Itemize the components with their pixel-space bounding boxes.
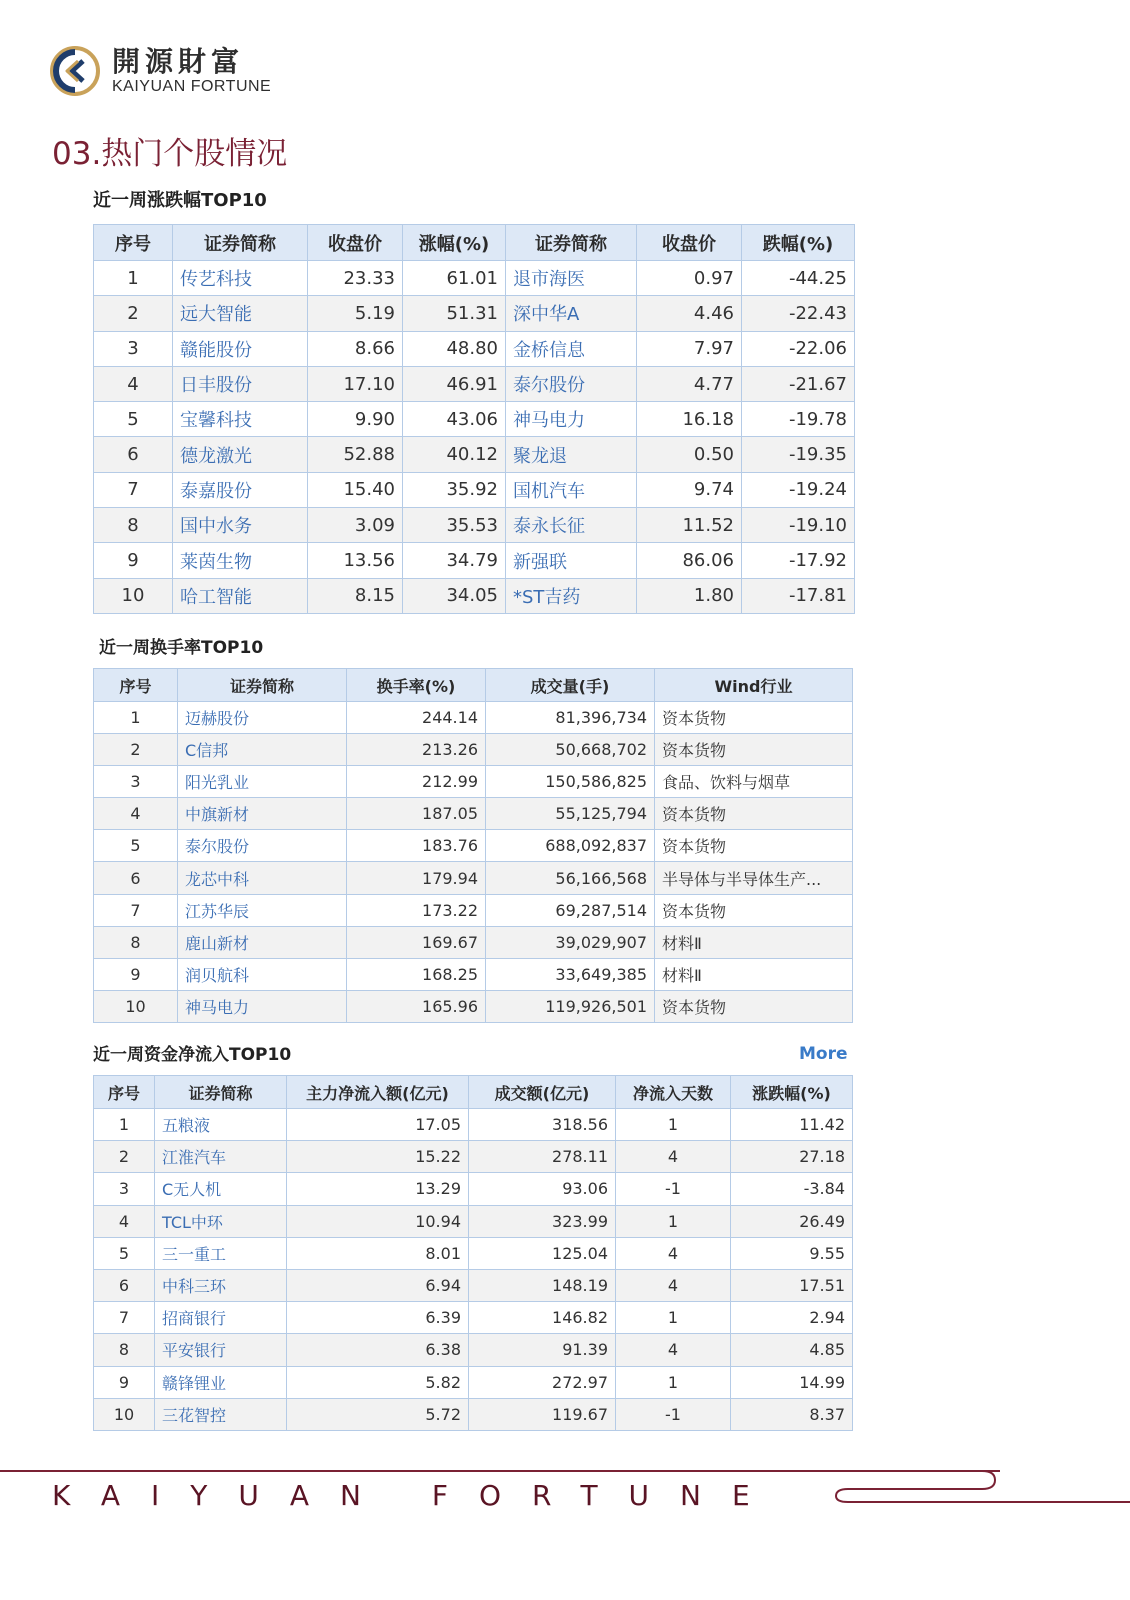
table-cell: 10 [94, 990, 178, 1022]
table-cell: 150,586,825 [486, 766, 655, 798]
table-cell: 1 [94, 261, 173, 296]
table-cell: 48.80 [403, 331, 506, 366]
table-row [94, 261, 855, 296]
table-cell: 半导体与半导体生产... [655, 862, 853, 894]
table-row [94, 1269, 853, 1301]
column-header: 序号 [94, 225, 173, 261]
table-cell: 318.56 [469, 1109, 616, 1141]
table-cell: 1 [94, 1109, 155, 1141]
table-cell: 50,668,702 [486, 734, 655, 766]
footer-brand-text: KAIYUAN FORTUNE [52, 1479, 781, 1512]
table-cell: -17.81 [742, 578, 855, 613]
table-cell: 4.85 [731, 1334, 853, 1366]
brand-name-en: KAIYUAN FORTUNE [112, 78, 272, 95]
table-row [94, 296, 855, 331]
stock-name-link[interactable]: C信邦 [178, 734, 347, 766]
stock-name-link[interactable]: 平安银行 [155, 1334, 287, 1366]
table-cell: 17.51 [731, 1269, 853, 1301]
table-row [94, 366, 855, 401]
stock-name-link[interactable]: 五粮液 [155, 1109, 287, 1141]
table-cell: 9 [94, 1366, 155, 1398]
stock-name-link[interactable]: 深中华A [506, 296, 637, 331]
stock-name-link[interactable]: 赣能股份 [173, 331, 308, 366]
table-cell: 7 [94, 1302, 155, 1334]
table-cell: 146.82 [469, 1302, 616, 1334]
net-inflow-table [93, 1075, 853, 1431]
table-cell: 81,396,734 [486, 702, 655, 734]
table-cell: 8 [94, 1334, 155, 1366]
stock-name-link[interactable]: 江苏华辰 [178, 894, 347, 926]
table-row [94, 472, 855, 507]
table-cell: 1 [616, 1205, 731, 1237]
stock-name-link[interactable]: 金桥信息 [506, 331, 637, 366]
table-row [94, 1398, 853, 1430]
table-row [94, 830, 853, 862]
table-cell: 8 [94, 926, 178, 958]
table-cell: 资本货物 [655, 830, 853, 862]
column-header: 成交额(亿元) [469, 1076, 616, 1109]
table-row [94, 1205, 853, 1237]
table-cell: 13.29 [287, 1173, 469, 1205]
table-cell: 9 [94, 958, 178, 990]
stock-name-link[interactable]: *ST吉药 [506, 578, 637, 613]
table-header-row [94, 669, 853, 702]
table-cell: 4 [616, 1334, 731, 1366]
table-cell: 8.15 [308, 578, 403, 613]
stock-name-link[interactable]: 神马电力 [506, 402, 637, 437]
table-cell: 2.94 [731, 1302, 853, 1334]
column-header: 涨跌幅(%) [731, 1076, 853, 1109]
table-row [94, 437, 855, 472]
table-cell: 169.67 [347, 926, 486, 958]
table-cell: 5 [94, 402, 173, 437]
stock-name-link[interactable]: 龙芯中科 [178, 862, 347, 894]
table-cell: 3 [94, 1173, 155, 1205]
table-cell: 8.66 [308, 331, 403, 366]
table-cell: 6 [94, 1269, 155, 1301]
table-cell: 26.49 [731, 1205, 853, 1237]
table-row [94, 1173, 853, 1205]
top-movers-table [93, 224, 855, 614]
turnover-table [93, 668, 853, 1023]
table-cell: 52.88 [308, 437, 403, 472]
table-row [94, 402, 855, 437]
table-cell: 93.06 [469, 1173, 616, 1205]
table-cell: 资本货物 [655, 798, 853, 830]
column-header: 换手率(%) [347, 669, 486, 702]
column-header: 序号 [94, 1076, 155, 1109]
kaiyuan-logo-icon [50, 46, 100, 96]
stock-name-link[interactable]: 泰嘉股份 [173, 472, 308, 507]
stock-name-link[interactable]: 三一重工 [155, 1237, 287, 1269]
table-cell: 8.37 [731, 1398, 853, 1430]
table-cell: 7 [94, 894, 178, 926]
column-header: Wind行业 [655, 669, 853, 702]
column-header: 涨幅(%) [403, 225, 506, 261]
table-cell: -1 [616, 1173, 731, 1205]
more-link[interactable]: More [799, 1044, 848, 1064]
table-row [94, 543, 855, 578]
table-cell: 213.26 [347, 734, 486, 766]
stock-name-link[interactable]: 泰永长征 [506, 508, 637, 543]
column-header: 净流入天数 [616, 1076, 731, 1109]
table-row [94, 578, 855, 613]
table-row [94, 1109, 853, 1141]
table-cell: -17.92 [742, 543, 855, 578]
stock-name-link[interactable]: 聚龙退 [506, 437, 637, 472]
table-cell: 46.91 [403, 366, 506, 401]
stock-name-link[interactable]: 远大智能 [173, 296, 308, 331]
table-cell: 35.53 [403, 508, 506, 543]
column-header: 成交量(手) [486, 669, 655, 702]
table-cell: 材料Ⅱ [655, 958, 853, 990]
table-cell: 323.99 [469, 1205, 616, 1237]
table-cell: 34.05 [403, 578, 506, 613]
table-cell: 4 [94, 798, 178, 830]
stock-name-link[interactable]: 国机汽车 [506, 472, 637, 507]
table-cell: 148.19 [469, 1269, 616, 1301]
table-cell: 5.19 [308, 296, 403, 331]
table-cell: 4 [616, 1237, 731, 1269]
table-row [94, 798, 853, 830]
turnover-title: 近一周换手率TOP10 [99, 638, 264, 658]
table-cell: 17.10 [308, 366, 403, 401]
table-cell: -44.25 [742, 261, 855, 296]
table-cell: 5.82 [287, 1366, 469, 1398]
column-header: 跌幅(%) [742, 225, 855, 261]
stock-name-link[interactable]: 神马电力 [178, 990, 347, 1022]
table-cell: 6.94 [287, 1269, 469, 1301]
table-row [94, 1237, 853, 1269]
table-cell: 2 [94, 734, 178, 766]
table-cell: 40.12 [403, 437, 506, 472]
brand-name-cn: 開源財富 [112, 45, 245, 78]
table-cell: 4 [616, 1269, 731, 1301]
table-header-row [94, 1076, 853, 1109]
stock-name-link[interactable]: 泰尔股份 [178, 830, 347, 862]
column-header: 序号 [94, 669, 178, 702]
stock-name-link[interactable]: 德龙激光 [173, 437, 308, 472]
column-header: 证券简称 [173, 225, 308, 261]
table-cell: 183.76 [347, 830, 486, 862]
stock-name-link[interactable]: 鹿山新材 [178, 926, 347, 958]
table-cell: 2 [94, 296, 173, 331]
stock-name-link[interactable]: TCL中环 [155, 1205, 287, 1237]
stock-name-link[interactable]: 中旗新材 [178, 798, 347, 830]
table-cell: -22.43 [742, 296, 855, 331]
table-row [94, 862, 853, 894]
table-cell: 资本货物 [655, 894, 853, 926]
table-cell: 244.14 [347, 702, 486, 734]
table-cell: 10 [94, 1398, 155, 1430]
table-cell: 1.80 [637, 578, 742, 613]
stock-name-link[interactable]: 润贝航科 [178, 958, 347, 990]
stock-name-link[interactable]: 退市海医 [506, 261, 637, 296]
table-cell: 173.22 [347, 894, 486, 926]
table-cell: 119.67 [469, 1398, 616, 1430]
table-cell: 187.05 [347, 798, 486, 830]
table-cell: 1 [616, 1366, 731, 1398]
table-cell: 33,649,385 [486, 958, 655, 990]
column-header: 收盘价 [308, 225, 403, 261]
table-cell: 资本货物 [655, 702, 853, 734]
table-cell: 资本货物 [655, 990, 853, 1022]
table-cell: 51.31 [403, 296, 506, 331]
table-row [94, 1334, 853, 1366]
stock-name-link[interactable]: 哈工智能 [173, 578, 308, 613]
stock-name-link[interactable]: 传艺科技 [173, 261, 308, 296]
table-cell: 16.18 [637, 402, 742, 437]
table-cell: 4.46 [637, 296, 742, 331]
table-cell: 34.79 [403, 543, 506, 578]
table-row [94, 1141, 853, 1173]
stock-name-link[interactable]: C无人机 [155, 1173, 287, 1205]
table-cell: 9 [94, 543, 173, 578]
table-cell: 61.01 [403, 261, 506, 296]
table-cell: 15.22 [287, 1141, 469, 1173]
table-cell: 35.92 [403, 472, 506, 507]
table-cell: 9.74 [637, 472, 742, 507]
table-cell: 3 [94, 766, 178, 798]
table-cell: 资本货物 [655, 734, 853, 766]
table-cell: 278.11 [469, 1141, 616, 1173]
table-cell: 4.77 [637, 366, 742, 401]
table-cell: 4 [94, 1205, 155, 1237]
table-row [94, 894, 853, 926]
table-cell: 11.52 [637, 508, 742, 543]
table-cell: -1 [616, 1398, 731, 1430]
table-cell: 7 [94, 472, 173, 507]
footer-decoration-icon [830, 1470, 1130, 1510]
table-cell: 材料Ⅱ [655, 926, 853, 958]
table-cell: 43.06 [403, 402, 506, 437]
stock-name-link[interactable]: 国中水务 [173, 508, 308, 543]
table-cell: 0.50 [637, 437, 742, 472]
table-cell: 3.09 [308, 508, 403, 543]
table-cell: 1 [616, 1109, 731, 1141]
stock-name-link[interactable]: 中科三环 [155, 1269, 287, 1301]
table-cell: 23.33 [308, 261, 403, 296]
stock-name-link[interactable]: 招商银行 [155, 1302, 287, 1334]
table-cell: 2 [94, 1141, 155, 1173]
stock-name-link[interactable]: 三花智控 [155, 1398, 287, 1430]
table-cell: 119,926,501 [486, 990, 655, 1022]
stock-name-link[interactable]: 江淮汽车 [155, 1141, 287, 1173]
table-cell: 10 [94, 578, 173, 613]
table-cell: 6.38 [287, 1334, 469, 1366]
table-cell: 1 [616, 1302, 731, 1334]
stock-name-link[interactable]: 迈赫股份 [178, 702, 347, 734]
table-cell: -19.78 [742, 402, 855, 437]
stock-name-link[interactable]: 泰尔股份 [506, 366, 637, 401]
section-title: 03.热门个股情况 [52, 136, 288, 172]
table-cell: 125.04 [469, 1237, 616, 1269]
table-cell: 55,125,794 [486, 798, 655, 830]
table-cell: 5 [94, 1237, 155, 1269]
table-row [94, 766, 853, 798]
table-cell: -19.10 [742, 508, 855, 543]
table-row [94, 1366, 853, 1398]
stock-name-link[interactable]: 赣锋锂业 [155, 1366, 287, 1398]
table-cell: 5 [94, 830, 178, 862]
table-row [94, 702, 853, 734]
column-header: 证券简称 [178, 669, 347, 702]
table-cell: 4 [616, 1141, 731, 1173]
table-cell: -21.67 [742, 366, 855, 401]
table-row [94, 508, 855, 543]
stock-name-link[interactable]: 日丰股份 [173, 366, 308, 401]
table-cell: 179.94 [347, 862, 486, 894]
column-header: 证券简称 [506, 225, 637, 261]
table-row [94, 926, 853, 958]
table-cell: 688,092,837 [486, 830, 655, 862]
table-cell: 0.97 [637, 261, 742, 296]
table-cell: 8 [94, 508, 173, 543]
table-cell: -19.24 [742, 472, 855, 507]
table-cell: 食品、饮料与烟草 [655, 766, 853, 798]
table-cell: 4 [94, 366, 173, 401]
company-logo [50, 42, 271, 100]
table-row [94, 331, 855, 366]
table-cell: 69,287,514 [486, 894, 655, 926]
table-cell: 165.96 [347, 990, 486, 1022]
table-row [94, 1302, 853, 1334]
table-cell: -3.84 [731, 1173, 853, 1205]
table-cell: 272.97 [469, 1366, 616, 1398]
table-cell: 5.72 [287, 1398, 469, 1430]
table-cell: 212.99 [347, 766, 486, 798]
table-cell: 9.90 [308, 402, 403, 437]
table-cell: 91.39 [469, 1334, 616, 1366]
table-row [94, 734, 853, 766]
table-cell: 6 [94, 437, 173, 472]
table-cell: 6 [94, 862, 178, 894]
table-cell: 14.99 [731, 1366, 853, 1398]
table-cell: 10.94 [287, 1205, 469, 1237]
table-cell: 1 [94, 702, 178, 734]
table-cell: -19.35 [742, 437, 855, 472]
net-inflow-title: 近一周资金净流入TOP10 [93, 1045, 292, 1065]
stock-name-link[interactable]: 宝馨科技 [173, 402, 308, 437]
stock-name-link[interactable]: 莱茵生物 [173, 543, 308, 578]
table-cell: 13.56 [308, 543, 403, 578]
table-cell: 9.55 [731, 1237, 853, 1269]
table-cell: 3 [94, 331, 173, 366]
table-row [94, 958, 853, 990]
stock-name-link[interactable]: 新强联 [506, 543, 637, 578]
table-cell: 15.40 [308, 472, 403, 507]
table-cell: -22.06 [742, 331, 855, 366]
table-cell: 168.25 [347, 958, 486, 990]
table-cell: 6.39 [287, 1302, 469, 1334]
column-header: 证券简称 [155, 1076, 287, 1109]
stock-name-link[interactable]: 阳光乳业 [178, 766, 347, 798]
table-cell: 27.18 [731, 1141, 853, 1173]
column-header: 主力净流入额(亿元) [287, 1076, 469, 1109]
column-header: 收盘价 [637, 225, 742, 261]
table-cell: 17.05 [287, 1109, 469, 1141]
table-cell: 7.97 [637, 331, 742, 366]
table-row [94, 990, 853, 1022]
table-header-row [94, 225, 855, 261]
table-cell: 39,029,907 [486, 926, 655, 958]
table-cell: 11.42 [731, 1109, 853, 1141]
table-cell: 86.06 [637, 543, 742, 578]
table-cell: 8.01 [287, 1237, 469, 1269]
top-movers-title: 近一周涨跌幅TOP10 [93, 190, 267, 211]
table-cell: 56,166,568 [486, 862, 655, 894]
